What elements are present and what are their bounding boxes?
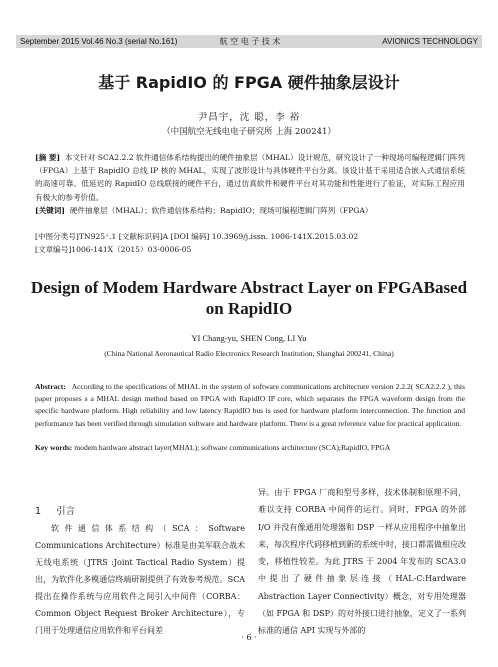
article-number-line: [文章编号]1006-141X（2015）03-0006-05 — [35, 245, 192, 254]
header-journal-name-en: AVIONICS TECHNOLOGY — [382, 37, 478, 46]
abstract-cn — [35, 151, 465, 217]
abstract-en-text: According to the specifications of MHAL in the system of software communications architecture version 2.2.2( SCA2.2.2 ), this paper proposes s a MHAL design method based on FPGA with RapidIO IP core, which separates the FPGA waveform design from the specific hardware platform. High reliability and low latency RapidIO bus is used for hardware platform interconnection. The function and performance has been verified through simulation software and hardware platform. There is a great reference value for practical application. — [35, 382, 465, 428]
authors-cn: 尹昌宇，沈 聪，李 裕 — [197, 112, 301, 123]
affiliation-cn: （中国航空无线电电子研究所 上海 200241） — [162, 127, 336, 137]
paper-title-en — [0, 277, 498, 319]
authors-en: YI Chang-yu, SHEN Cong, LI Yu — [191, 333, 307, 343]
section-title: 引言 — [56, 506, 76, 517]
abstract-cn-label: [摘 要] — [35, 153, 61, 162]
keywords-en — [35, 442, 465, 454]
paper-title-en-line1: Design of Modem Hardware Abstract Layer on FPGABased — [30, 278, 468, 297]
section-number: 1 — [35, 506, 42, 517]
section-heading — [35, 503, 75, 517]
keywords-cn-text: 硬件抽象层（MHAL）；软件通信体系结构；RapidIO；现场可编程逻辑门阵列（FPGA） — [69, 205, 373, 215]
abstract-cn-text: 本文针对 SCA2.2.2 软件通信体系结构提出的硬件抽象层（MHAL）设计规范，研究设计了一种现场可编程逻辑门阵列（FPGA）上基于 RapidIO 总线 IP 核的 MHAL，实现了波形设计与具体硬件平台分离。该设计基于采用适合嵌入式通信系统的高速可靠、低延迟的 RapidIO 总线联接的硬件平台，通过仿真软件和硬件平台对其功能和性能进行了验证，对实际工程应用有极大的参考价值。 — [35, 153, 465, 202]
affiliation-en: (China National Aeronautical Radio Electronics Research Institution, Shanghai 200241, China) — [104, 349, 394, 358]
abstract-en-label: Abstract: — [35, 382, 66, 391]
abstract-en — [35, 381, 465, 430]
paper-title-cn: 基于 RapidIO 的 FPGA 硬件抽象层设计 — [98, 73, 400, 92]
header-journal-name: 航 空 电 子 技 术 — [219, 37, 281, 46]
page-number: · 6 · — [241, 633, 257, 642]
keywords-en-label: Key words: — [35, 443, 73, 452]
intro-paragraph-left: 软件通信体系结构（SCA：Software Communications Architecture）标准是由美军联合战术无线电系统（JTRS :Joint Tactical Radio System）提出，为软件化多模通信终端研制提供了有效参考规范。SCA 提出在操作系统与应用软件之间引入中间件（CORBA：Common Object Request Broker Architecture），专门用于处理通信应用软件和平台间差 — [35, 524, 245, 635]
header-issue-info: September 2015 Vol.46 No.3 (serial No.161) — [20, 37, 178, 46]
intro-paragraph-right: 异。由于 FPGA 厂商和型号多样，技术体制和原理不同，难以支持 CORBA 中间件的运行。同时，FPGA 的外部 I/O 并没有像通用处理器和 DSP 一样从应用程序中抽象出来，每次程序代码移植到新的系统中时，接口都需做相应改变，移植性较差。为此 JTRS 于 2004 年发布的 SCA3.0 中提出了硬件抽象层连接（HAL-C:Hardware Abstraction Layer Connectivity）概念，对专用处理器（如 FPGA 和 DSP）的对外接口进行抽象，定义了一系列标准的通信 API 实现与外部的 — [258, 488, 467, 636]
keywords-cn-label: [关键词] — [35, 205, 65, 215]
keywords-en-text: modem hardware abstract layer(MHAL); software communications architecture (SCA);RapidIO, FPGA — [74, 443, 391, 452]
paper-title-en-line2: on RapidIO — [205, 299, 293, 318]
classification-line: [中图分类号]TN925⁺.1 [文献标识码]A [DOI 编码] 10.3969/j.issn. 1006-141X.2015.03.02 — [35, 232, 359, 241]
